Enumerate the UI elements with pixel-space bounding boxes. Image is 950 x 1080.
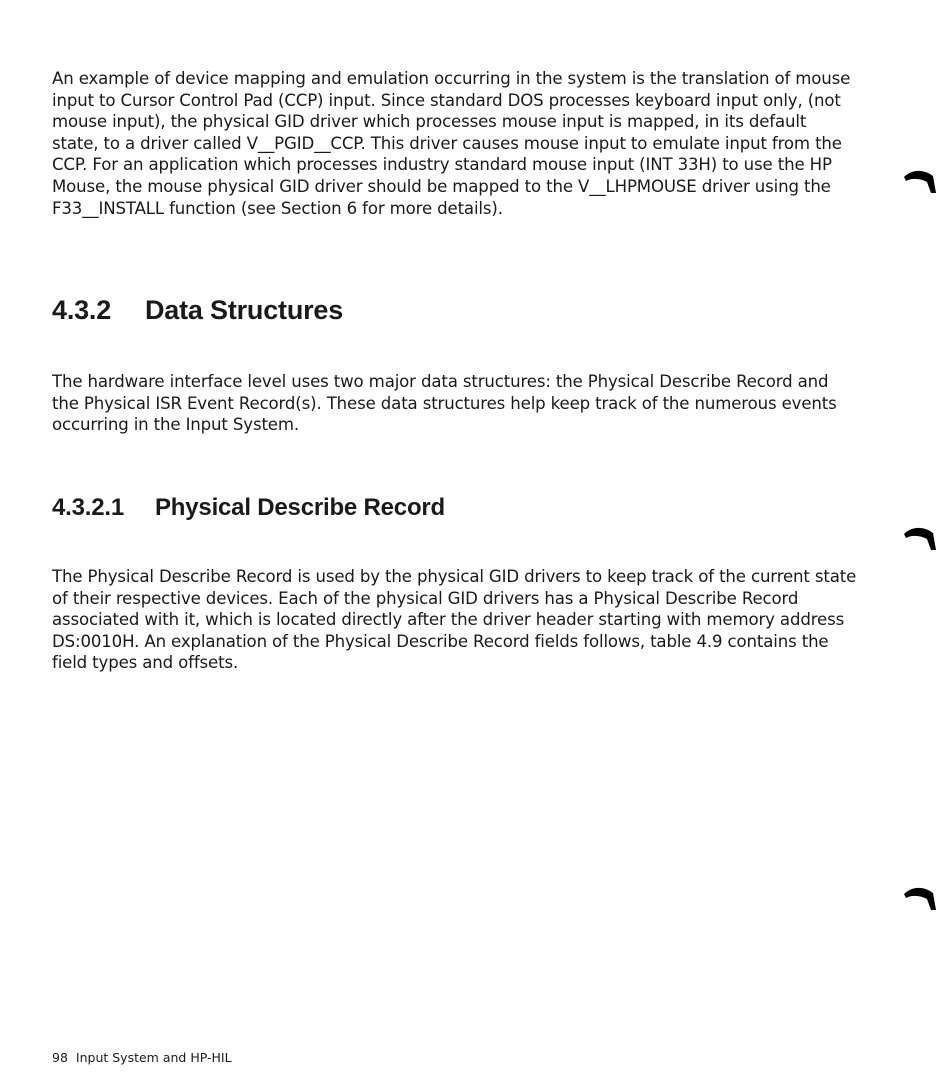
- paragraph-line: DS:0010H. An explanation of the Physical Describe Record fields follows, table 4.9 contains the: [52, 631, 829, 651]
- subsection-heading: [52, 494, 445, 522]
- section-number: 4.3.2: [52, 295, 112, 325]
- intro-paragraph: [52, 68, 862, 219]
- paragraph-line: Mouse, the mouse physical GID driver should be mapped to the V__LHPMOUSE driver using the: [52, 176, 831, 196]
- paragraph-line: the Physical ISR Event Record(s). These data structures help keep track of the numerous events: [52, 393, 837, 413]
- section-title: Data Structures: [145, 295, 344, 325]
- subsection-number: 4.3.2.1: [52, 494, 124, 521]
- paragraph-line: occurring in the Input System.: [52, 415, 300, 435]
- paragraph-line: F33__INSTALL function (see Section 6 for more details).: [52, 198, 503, 218]
- data-structures-paragraph: [52, 371, 862, 436]
- paragraph-line: The Physical Describe Record is used by the physical GID drivers to keep track of the current state: [52, 567, 857, 586]
- describe-record-paragraph: [52, 566, 862, 674]
- paragraph-line: The hardware interface level uses two major data structures: the Physical Describe Record and: [52, 372, 829, 391]
- paragraph-line: associated with it, which is located directly after the driver header starting with memory address: [52, 610, 845, 630]
- paragraph-line: of their respective devices. Each of the physical GID drivers has a Physical Describe Record: [52, 588, 799, 608]
- paragraph-line: field types and offsets.: [52, 653, 239, 673]
- section-heading: [52, 295, 343, 326]
- page-footer: [52, 1050, 232, 1065]
- paragraph-line: state, to a driver called V__PGID__CCP. This driver causes mouse input to emulate input from the: [52, 133, 842, 153]
- paragraph-line: An example of device mapping and emulation occurring in the system is the translation of mouse: [52, 69, 851, 88]
- subsection-title: Physical Describe Record: [155, 494, 446, 521]
- paragraph-line: input to Cursor Control Pad (CCP) input. Since standard DOS processes keyboard input only, (not: [52, 90, 841, 110]
- paragraph-line: mouse input), the physical GID driver which processes mouse input is mapped, in its default: [52, 112, 807, 132]
- page-number: 98: [52, 1050, 68, 1065]
- paragraph-line: CCP. For an application which processes industry standard mouse input (INT 33H) to use the HP: [52, 155, 832, 175]
- binding-hole-mark-icon: [902, 166, 938, 196]
- running-title: Input System and HP-HIL: [75, 1050, 232, 1065]
- binding-hole-mark-icon: [902, 883, 938, 913]
- binding-hole-mark-icon: [902, 523, 938, 553]
